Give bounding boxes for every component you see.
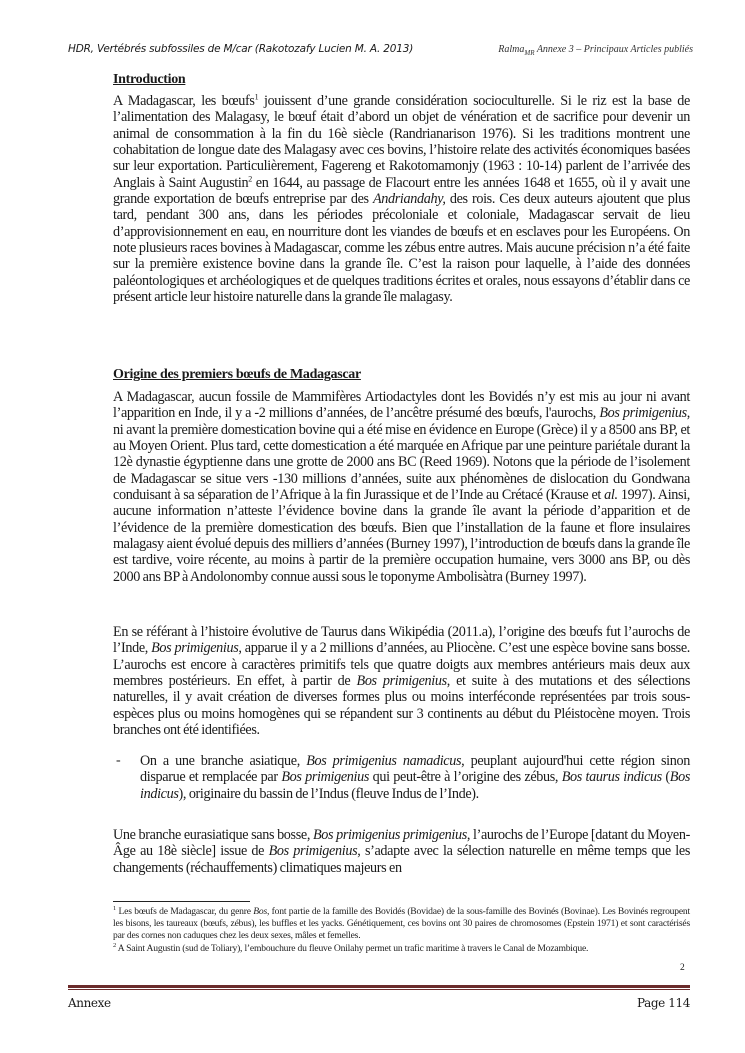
text-segment: A Saint Augustin (sud de Toliary), l’embouchure du fleuve Onilahy permet un trafic maritime à travers le Canal de Mozambique. <box>116 943 589 954</box>
footnote-separator <box>113 901 250 902</box>
footnote-1 <box>113 906 690 942</box>
text-segment: , font partie de la famille des Bovidés (Bovidae) de la sous-famille des Bovinés (Bovinae). Les Bovinés regroupent les bisons, les taureaux (bœufs, zébus), les buffles et les yacks. Génétiquement, ces bovins ont 30 paires de chromosomes (Epstein 1971) et sont caractérisés par des cornes non caduques chez les deux sexes, mâles et femelles. <box>113 906 690 941</box>
italic-text: Bos primigenius <box>356 673 447 690</box>
text-segment: , apparue il y a 2 millions d’années, au Pliocène. C’est une espèce bovine sans bosse. L’aurochs est encore à caractères primitifs tels que quatre doigts aux membres antérieurs mais deux aux membres postérieurs. En effet, à partir de <box>113 640 690 690</box>
text-segment: ), originaire du bassin de l’Indus (fleuve Indus de l’Inde). <box>178 785 479 802</box>
italic-text: Bos primigenius primigenius <box>312 827 467 843</box>
footnote-ref: 1 <box>113 904 117 912</box>
paragraph-origin-3 <box>113 827 690 876</box>
text-segment: , s’adapte avec la sélection naturelle en même temps que les changements (réchauffements) climatiques majeurs en <box>113 843 690 876</box>
italic-text: Bos primigenius <box>281 769 370 786</box>
footnote-ref: 2 <box>113 941 117 949</box>
text-segment: Une branche eurasiatique sans bosse, <box>113 827 313 843</box>
bullet-item-asian-branch <box>140 753 690 802</box>
footer-rule <box>68 985 690 988</box>
footer-section-label: Annexe <box>68 996 111 1010</box>
inner-page-number: 2 <box>680 963 685 973</box>
text-segment: Les bœufs de Madagascar, du genre <box>116 906 254 917</box>
footnote-ref: 1 <box>254 92 259 102</box>
text-segment: qui peut-être à l’origine des zébus, <box>369 769 562 786</box>
italic-text: Bos primigenius namadicus <box>306 753 462 769</box>
header-right-sub: MR <box>524 49 535 57</box>
header-right-prefix: Ralma <box>498 44 525 55</box>
text-segment: , ni avant la première domestication bovine qui a été mise en évidence en Europe (Grèce) il y a 8500 ans BP, et au Moyen Orient. Plus tard, cette domestication a été marquée en Afrique par une peinture pariétale durant la 12è dynastie égyptienne dans une grotte de 2000 ans BC (Reed 1969). Notons que la période de l’isolement de Madagascar se situe vers -130 millions d’années, suite aux phénomènes de dislocation du Gondwana conduisant à sa séparation de l’Afrique à la fin Jurassique et de l’Inde au Crétacé (Krause et <box>113 405 690 504</box>
text-segment: , et suite à des mutations et des sélections naturelles, il y avait création de diverses formes plus ou moins interféconde représentées par trois sous-espèces plus ou moins homogènes qui se répandent sur 3 continents au début du Pléistocène moyen. Trois branches ont été identifiées. <box>113 673 691 739</box>
text-segment: 1997). Ainsi, aucune information n’atteste l’évidence bovine dans la grande île avant la période d’apparition et de l’évidence de la première domestication des bœufs. Bien que l’installation de la faune et flore insulaires malagasy aient évolué depuis des milliers d’années (Burney 1997), l’introduction de bœufs dans la grande île est tardive, voire récente, au moins à partir de la première occupation humaine, vers 3000 ans BP, ou dès 2000 ans BP à Andolonomby connue aussi sous le toponyme Ambolisàtra (Burney 1997). <box>113 487 690 585</box>
italic-text: Bos primigenius <box>268 843 358 860</box>
footnote-ref: 2 <box>248 173 252 183</box>
italic-text: Bos indicus <box>140 769 690 802</box>
text-segment: des rois. Ces deux auteurs ajoutent que plus tard, pendant 300 ans, dans les périodes précoloniale et coloniale, Madagascar servait de lieu d’approvisionnement en eau, en nourriture dont les viandes de bœufs et en esclaves pour les Européens. On note plusieurs races bovines à Madagascar, comme les zébus entre autres. Mais aucune précision n’a été faite sur la première existence bovine dans la grande île. C’est la raison pour laquelle, à l’aide des données paléontologiques et archéologiques et de quelques traditions écrites et orales, nous essayons d’établir dans ce présent article leur histoire naturelle dans la grande île malagasy. <box>113 191 691 306</box>
text-segment: On a une branche asiatique, <box>140 753 307 769</box>
text-segment: jouissent d’une grande considération socioculturelle. Si le riz est la base de l’alimentation des Malagasy, le bœuf était d’abord un objet de vénération et de sacrifice pour devenir un animal de consommation à la fin du 16è siècle (Randrianarison 1976). Si les traditions montrent une cohabitation de longue date des Malagasy avec ces bovins, l’histoire relate des activités économiques basées sur leur exportation. Particulièrement, Fagereng et Rakotomamonjy (1963 : 10-14) parlent de l’arrivée des Anglais à Saint Augustin <box>113 93 690 191</box>
paragraph-introduction <box>113 93 690 305</box>
italic-text: Bos taurus indicus <box>561 769 662 786</box>
italic-text: Andriandahy, <box>372 191 446 208</box>
section-title-introduction: Introduction <box>113 72 186 87</box>
section-title-origin: Origine des premiers bœufs de Madagascar <box>113 367 361 382</box>
text-segment: A Madagascar, les bœufs <box>113 93 255 109</box>
paragraph-origin-2 <box>113 624 690 738</box>
text-segment: , peuplant aujourd'hui cette région sinon disparue et remplacée par <box>140 753 690 786</box>
italic-text: Bos primigenius <box>151 640 239 657</box>
italic-text: Bos <box>253 906 268 917</box>
footer-rule-thin <box>68 989 690 990</box>
footer-page-number: Page 114 <box>637 996 690 1010</box>
header-right-suffix: Annexe 3 – Principaux Articles publiés <box>534 44 693 55</box>
text-segment: ( <box>661 769 670 786</box>
running-header-right <box>498 44 693 57</box>
italic-text: Bos primigenius <box>599 405 687 422</box>
text-segment: , l’aurochs de l’Europe [datant du Moyen-Âge au 18è siècle] issue de <box>113 827 690 860</box>
text-segment: A Madagascar, aucun fossile de Mammifères Artiodactyles dont les Bovidés n’y est mis au jour ni avant l’apparition en Inde, il y a -2 millions d’années, de l’ancêtre présumé des bœufs, l'aurochs, <box>113 389 690 422</box>
running-header-left: HDR, Vertébrés subfossiles de M/car (Rakotozafy Lucien M. A. 2013) <box>68 43 414 55</box>
italic-text: al. <box>604 487 618 504</box>
paragraph-origin-1 <box>113 389 690 585</box>
text-segment: en 1644, au passage de Flacourt entre les années 1648 et 1655, où il y avait une grande exportation de bœufs entreprise par des <box>113 174 690 208</box>
text-segment: En se référant à l’histoire évolutive de Taurus dans Wikipédia (2011.a), l’origine des bœufs fut l’aurochs de l’Inde, <box>113 624 690 657</box>
footnote-2 <box>113 943 690 955</box>
bullet-marker: - <box>116 753 121 768</box>
